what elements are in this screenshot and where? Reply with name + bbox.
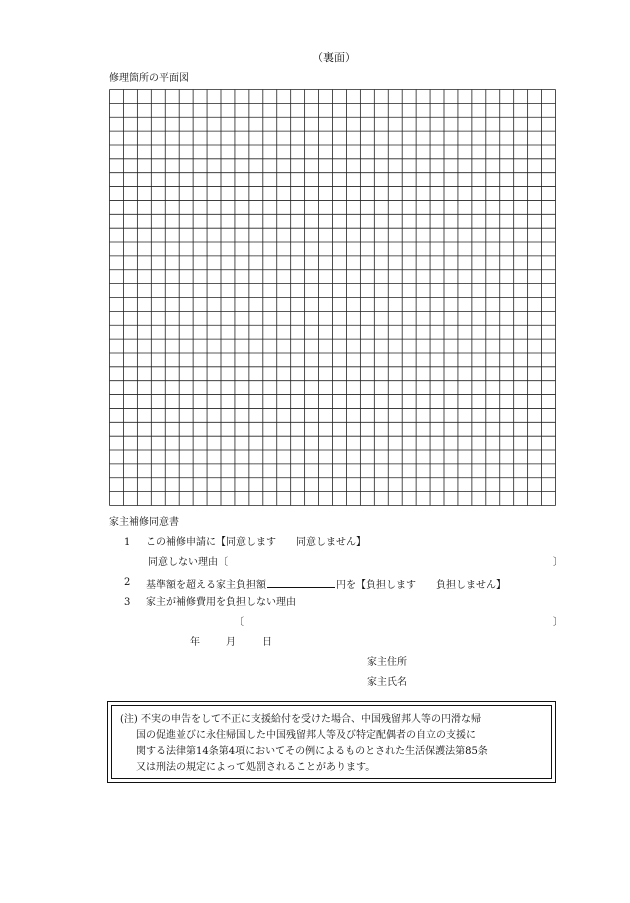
legal-note-box xyxy=(107,701,556,783)
item2-line xyxy=(146,576,506,593)
floor-plan-grid xyxy=(109,89,556,506)
plan-title: 修理箇所の平面図 xyxy=(109,73,189,84)
note-line-4: 又は刑法の規定によって処罰されることがあります。 xyxy=(136,762,376,773)
note-line-1: (注) 不実の申告をして不正に支援給付を受けた場合、中国残留邦人等の円滑な帰 xyxy=(120,714,481,725)
item3-text: 家主が補修費用を負担しない理由 xyxy=(146,597,296,608)
item2-number: 2 xyxy=(124,577,131,588)
item3-number: 3 xyxy=(124,597,131,608)
item3-bracket-close: 〕 xyxy=(553,617,563,628)
date-month: 月 xyxy=(226,637,236,648)
landlord-address-label: 家主住所 xyxy=(367,657,407,668)
item3-bracket-open: 〔 xyxy=(234,617,244,628)
legal-note-inner xyxy=(111,705,552,779)
item1-text: この補修申請に【同意します 同意しません】 xyxy=(146,537,366,548)
page-side-label: （裏面） xyxy=(312,51,356,64)
item1-reason-label: 同意しない理由〔 xyxy=(148,557,228,568)
item2-text-after: 円を【負担します 負担しません】 xyxy=(336,580,506,591)
consent-title: 家主補修同意書 xyxy=(109,517,179,528)
note-line-3: 関する法律第14条第4項においてその例によるものとされた生活保護法第85条 xyxy=(136,746,488,757)
item1-number: 1 xyxy=(124,537,131,548)
note-line-2: 国の促進並びに永住帰国した中国残留邦人等及び特定配偶者の自立の支援に xyxy=(136,730,476,741)
landlord-name-label: 家主氏名 xyxy=(367,677,407,688)
amount-blank[interactable] xyxy=(267,576,335,588)
item2-text-before: 基準額を超える家主負担額 xyxy=(146,580,266,591)
date-day: 日 xyxy=(262,637,272,648)
date-year: 年 xyxy=(190,637,200,648)
item1-reason-close: 〕 xyxy=(553,557,563,568)
